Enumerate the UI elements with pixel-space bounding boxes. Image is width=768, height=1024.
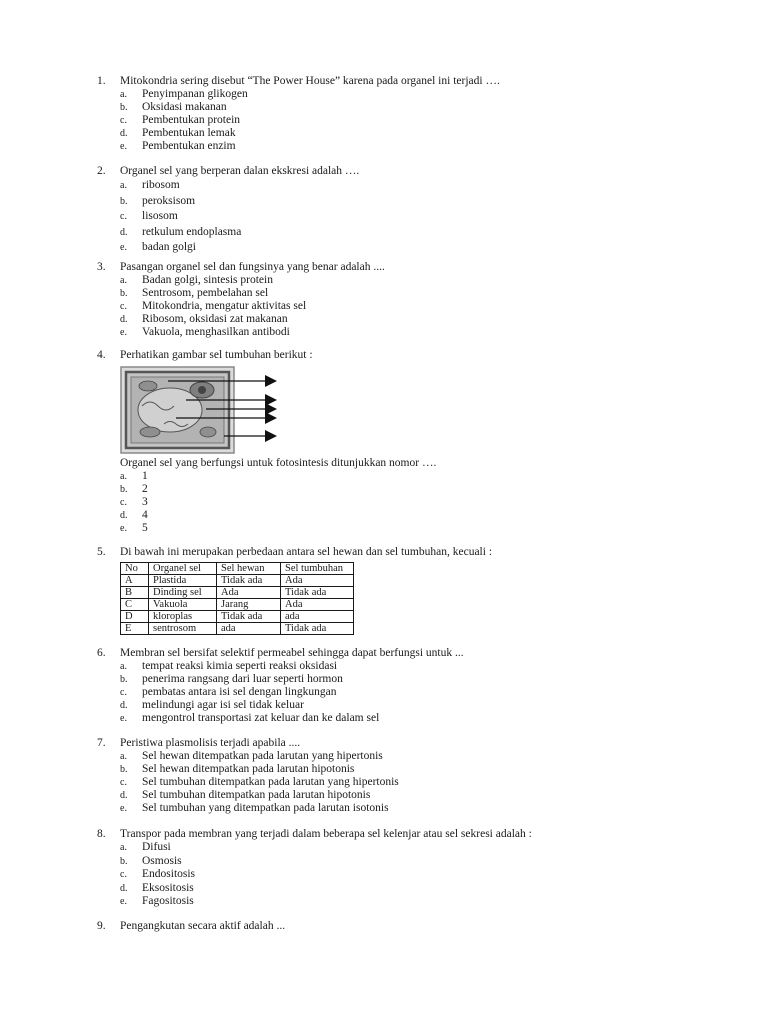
- option-text: Fagositosis: [142, 895, 194, 908]
- option-text: mengontrol transportasi zat keluar dan ke dalam sel: [142, 712, 380, 724]
- option-text: retkulum endoplasma: [142, 225, 242, 238]
- option-text: 4: [142, 509, 148, 521]
- option-text: Sel tumbuhan yang ditempatkan pada larutan isotonis: [142, 802, 389, 814]
- table-cell: A: [121, 575, 149, 587]
- table-cell: Tidak ada: [281, 587, 354, 599]
- question-number: 4.: [97, 349, 106, 361]
- option-letter: a.: [120, 751, 127, 762]
- option-text: Badan golgi, sintesis protein: [142, 274, 273, 286]
- option-letter: d.: [120, 700, 128, 711]
- option-d: [120, 509, 737, 522]
- option-text: lisosom: [142, 210, 178, 222]
- option-b: [120, 287, 737, 300]
- option-d: [120, 882, 737, 896]
- options-list: [120, 178, 737, 256]
- option-a: [120, 750, 737, 763]
- question-2: [97, 165, 737, 256]
- table-cell: sentrosom: [149, 623, 217, 635]
- option-letter: a.: [120, 661, 127, 672]
- option-text: badan golgi: [142, 241, 196, 253]
- option-text: Oksidasi makanan: [142, 101, 227, 113]
- option-text: 5: [142, 522, 148, 534]
- option-a: [120, 841, 737, 855]
- option-text: Sel tumbuhan ditempatkan pada larutan yang hipertonis: [142, 776, 399, 788]
- option-e: [120, 522, 737, 535]
- options-list: [120, 88, 737, 153]
- option-letter: e.: [120, 803, 127, 814]
- table-cell: ada: [281, 611, 354, 623]
- option-letter: b.: [120, 288, 128, 299]
- table-row: [121, 599, 354, 611]
- option-text: Difusi: [142, 841, 171, 853]
- header-cell: No: [121, 563, 149, 575]
- question-subtext: Organel sel yang berfungsi untuk fotosintesis ditunjukkan nomor ….: [120, 457, 437, 469]
- table-cell: ada: [217, 623, 281, 635]
- option-text: 1: [142, 470, 148, 482]
- option-letter: b.: [120, 195, 128, 207]
- option-d: [120, 699, 737, 712]
- table-row: [121, 623, 354, 635]
- table-cell: Tidak ada: [281, 623, 354, 635]
- option-a: [120, 178, 737, 194]
- options-list: [120, 660, 737, 725]
- option-text: Sentrosom, pembelahan sel: [142, 287, 269, 299]
- option-d: [120, 127, 737, 140]
- options-list: [120, 841, 737, 909]
- option-text: Pembentukan lemak: [142, 127, 236, 139]
- table-cell: D: [121, 611, 149, 623]
- option-c: [120, 776, 737, 789]
- option-letter: d.: [120, 128, 128, 139]
- options-list: [120, 750, 737, 815]
- header-cell: Sel hewan: [217, 563, 281, 575]
- question-text: Perhatikan gambar sel tumbuhan berikut :: [120, 349, 313, 361]
- option-a: [120, 660, 737, 673]
- option-b: [120, 763, 737, 776]
- table-row: [121, 587, 354, 599]
- option-b: [120, 855, 737, 869]
- table-cell: E: [121, 623, 149, 635]
- header-cell: Sel tumbuhan: [281, 563, 354, 575]
- option-text: Sel hewan ditempatkan pada larutan hipotonis: [142, 763, 355, 775]
- comparison-table: [120, 562, 354, 635]
- option-a: [120, 274, 737, 287]
- option-letter: c.: [120, 301, 127, 312]
- option-a: [120, 88, 737, 101]
- option-letter: b.: [120, 855, 128, 867]
- question-number: 8.: [97, 828, 106, 840]
- options-list: [120, 470, 737, 535]
- table-cell: B: [121, 587, 149, 599]
- option-text: penerima rangsang dari luar seperti hormon: [142, 673, 343, 685]
- option-c: [120, 300, 737, 313]
- option-e: [120, 712, 737, 725]
- option-letter: c.: [120, 211, 127, 222]
- option-text: Eksositosis: [142, 881, 194, 894]
- option-text: Sel hewan ditempatkan pada larutan yang hipertonis: [142, 750, 383, 762]
- option-e: [120, 895, 737, 909]
- option-letter: d.: [120, 226, 128, 238]
- option-b: [120, 101, 737, 114]
- option-text: Ribosom, oksidasi zat makanan: [142, 313, 288, 325]
- option-text: melindungi agar isi sel tidak keluar: [142, 699, 304, 711]
- question-number: 9.: [97, 920, 106, 932]
- option-text: 2: [142, 483, 148, 495]
- question-6: [97, 647, 737, 725]
- question-3: [97, 261, 737, 339]
- question-8: [97, 828, 737, 909]
- option-letter: b.: [120, 764, 128, 775]
- option-text: tempat reaksi kimia seperti reaksi oksidasi: [142, 660, 338, 672]
- option-letter: a.: [120, 842, 127, 853]
- option-text: Endositosis: [142, 868, 196, 881]
- option-e: [120, 326, 737, 339]
- question-7: [97, 737, 737, 815]
- question-text: Transpor pada membran yang terjadi dalam beberapa sel kelenjar atau sel sekresi adalah :: [120, 828, 532, 840]
- option-e: [120, 802, 737, 815]
- option-c: [120, 496, 737, 509]
- option-b: [120, 194, 737, 210]
- option-text: Mitokondria, mengatur aktivitas sel: [142, 300, 307, 312]
- question-text: Pasangan organel sel dan fungsinya yang benar adalah ....: [120, 261, 385, 273]
- option-letter: b.: [120, 102, 128, 113]
- table-cell: Jarang: [217, 599, 281, 611]
- option-text: Vakuola, menghasilkan antibodi: [142, 326, 290, 338]
- table-cell: Vakuola: [149, 599, 217, 611]
- option-letter: c.: [120, 777, 127, 788]
- option-letter: e.: [120, 242, 127, 253]
- option-c: [120, 868, 737, 882]
- table-header-row: [121, 563, 354, 575]
- option-c: [120, 209, 737, 225]
- option-d: [120, 789, 737, 802]
- option-letter: c.: [120, 115, 127, 126]
- option-letter: d.: [120, 790, 128, 801]
- option-letter: d.: [120, 882, 128, 894]
- question-5: [97, 546, 737, 635]
- question-number: 3.: [97, 261, 106, 273]
- options-list: [120, 274, 737, 339]
- option-letter: b.: [120, 674, 128, 685]
- table-cell: C: [121, 599, 149, 611]
- option-letter: a.: [120, 471, 127, 482]
- table-cell: Tidak ada: [217, 575, 281, 587]
- option-text: pembatas antara isi sel dengan lingkungan: [142, 686, 337, 698]
- option-e: [120, 140, 737, 153]
- option-a: [120, 470, 737, 483]
- option-letter: d.: [120, 510, 128, 521]
- table-cell: Ada: [281, 575, 354, 587]
- question-4: [97, 349, 737, 535]
- table-cell: Ada: [217, 587, 281, 599]
- option-b: [120, 483, 737, 496]
- question-1: [97, 75, 737, 153]
- question-text: Di bawah ini merupakan perbedaan antara sel hewan dan sel tumbuhan, kecuali :: [120, 546, 493, 558]
- header-cell: Organel sel: [149, 563, 217, 575]
- question-text: Peristiwa plasmolisis terjadi apabila ....: [120, 737, 301, 749]
- option-b: [120, 673, 737, 686]
- question-text: Mitokondria sering disebut “The Power House” karena pada organel ini terjadi ….: [120, 75, 500, 87]
- option-text: Sel tumbuhan ditempatkan pada larutan hipotonis: [142, 789, 371, 801]
- option-text: Penyimpanan glikogen: [142, 88, 248, 100]
- option-c: [120, 114, 737, 127]
- question-text: Pengangkutan secara aktif adalah ...: [120, 920, 286, 932]
- option-e: [120, 240, 737, 256]
- option-text: 3: [142, 496, 148, 508]
- option-letter: c.: [120, 497, 127, 508]
- option-text: ribosom: [142, 179, 180, 191]
- question-number: 2.: [97, 165, 106, 177]
- option-letter: a.: [120, 275, 127, 286]
- question-number: 7.: [97, 737, 106, 749]
- question-text: Membran sel bersifat selektif permeabel sehingga dapat berfungsi untuk ...: [120, 647, 464, 659]
- option-d: [120, 313, 737, 326]
- option-letter: e.: [120, 327, 127, 338]
- option-letter: c.: [120, 869, 127, 881]
- option-text: Pembentukan protein: [142, 114, 241, 126]
- question-number: 1.: [97, 75, 106, 87]
- option-letter: e.: [120, 523, 127, 534]
- table-cell: Tidak ada: [217, 611, 281, 623]
- option-letter: e.: [120, 896, 127, 908]
- option-d: [120, 225, 737, 241]
- option-text: peroksisom: [142, 194, 196, 207]
- question-text: Organel sel yang berperan dalan ekskresi adalah ….: [120, 165, 360, 177]
- table-cell: Plastida: [149, 575, 217, 587]
- option-letter: e.: [120, 713, 127, 724]
- question-number: 5.: [97, 546, 106, 558]
- option-letter: d.: [120, 314, 128, 325]
- option-letter: e.: [120, 141, 127, 152]
- option-text: Osmosis: [142, 854, 182, 867]
- option-letter: c.: [120, 687, 127, 698]
- table-cell: kloroplas: [149, 611, 217, 623]
- option-letter: b.: [120, 484, 128, 495]
- option-text: Pembentukan enzim: [142, 140, 236, 152]
- question-9: [97, 920, 737, 933]
- option-c: [120, 686, 737, 699]
- table-row: [121, 575, 354, 587]
- table-cell: Dinding sel: [149, 587, 217, 599]
- option-letter: a.: [120, 89, 127, 100]
- option-letter: a.: [120, 180, 127, 191]
- question-number: 6.: [97, 647, 106, 659]
- table-row: [121, 611, 354, 623]
- table-cell: Ada: [281, 599, 354, 611]
- plant-cell-diagram: [120, 366, 280, 454]
